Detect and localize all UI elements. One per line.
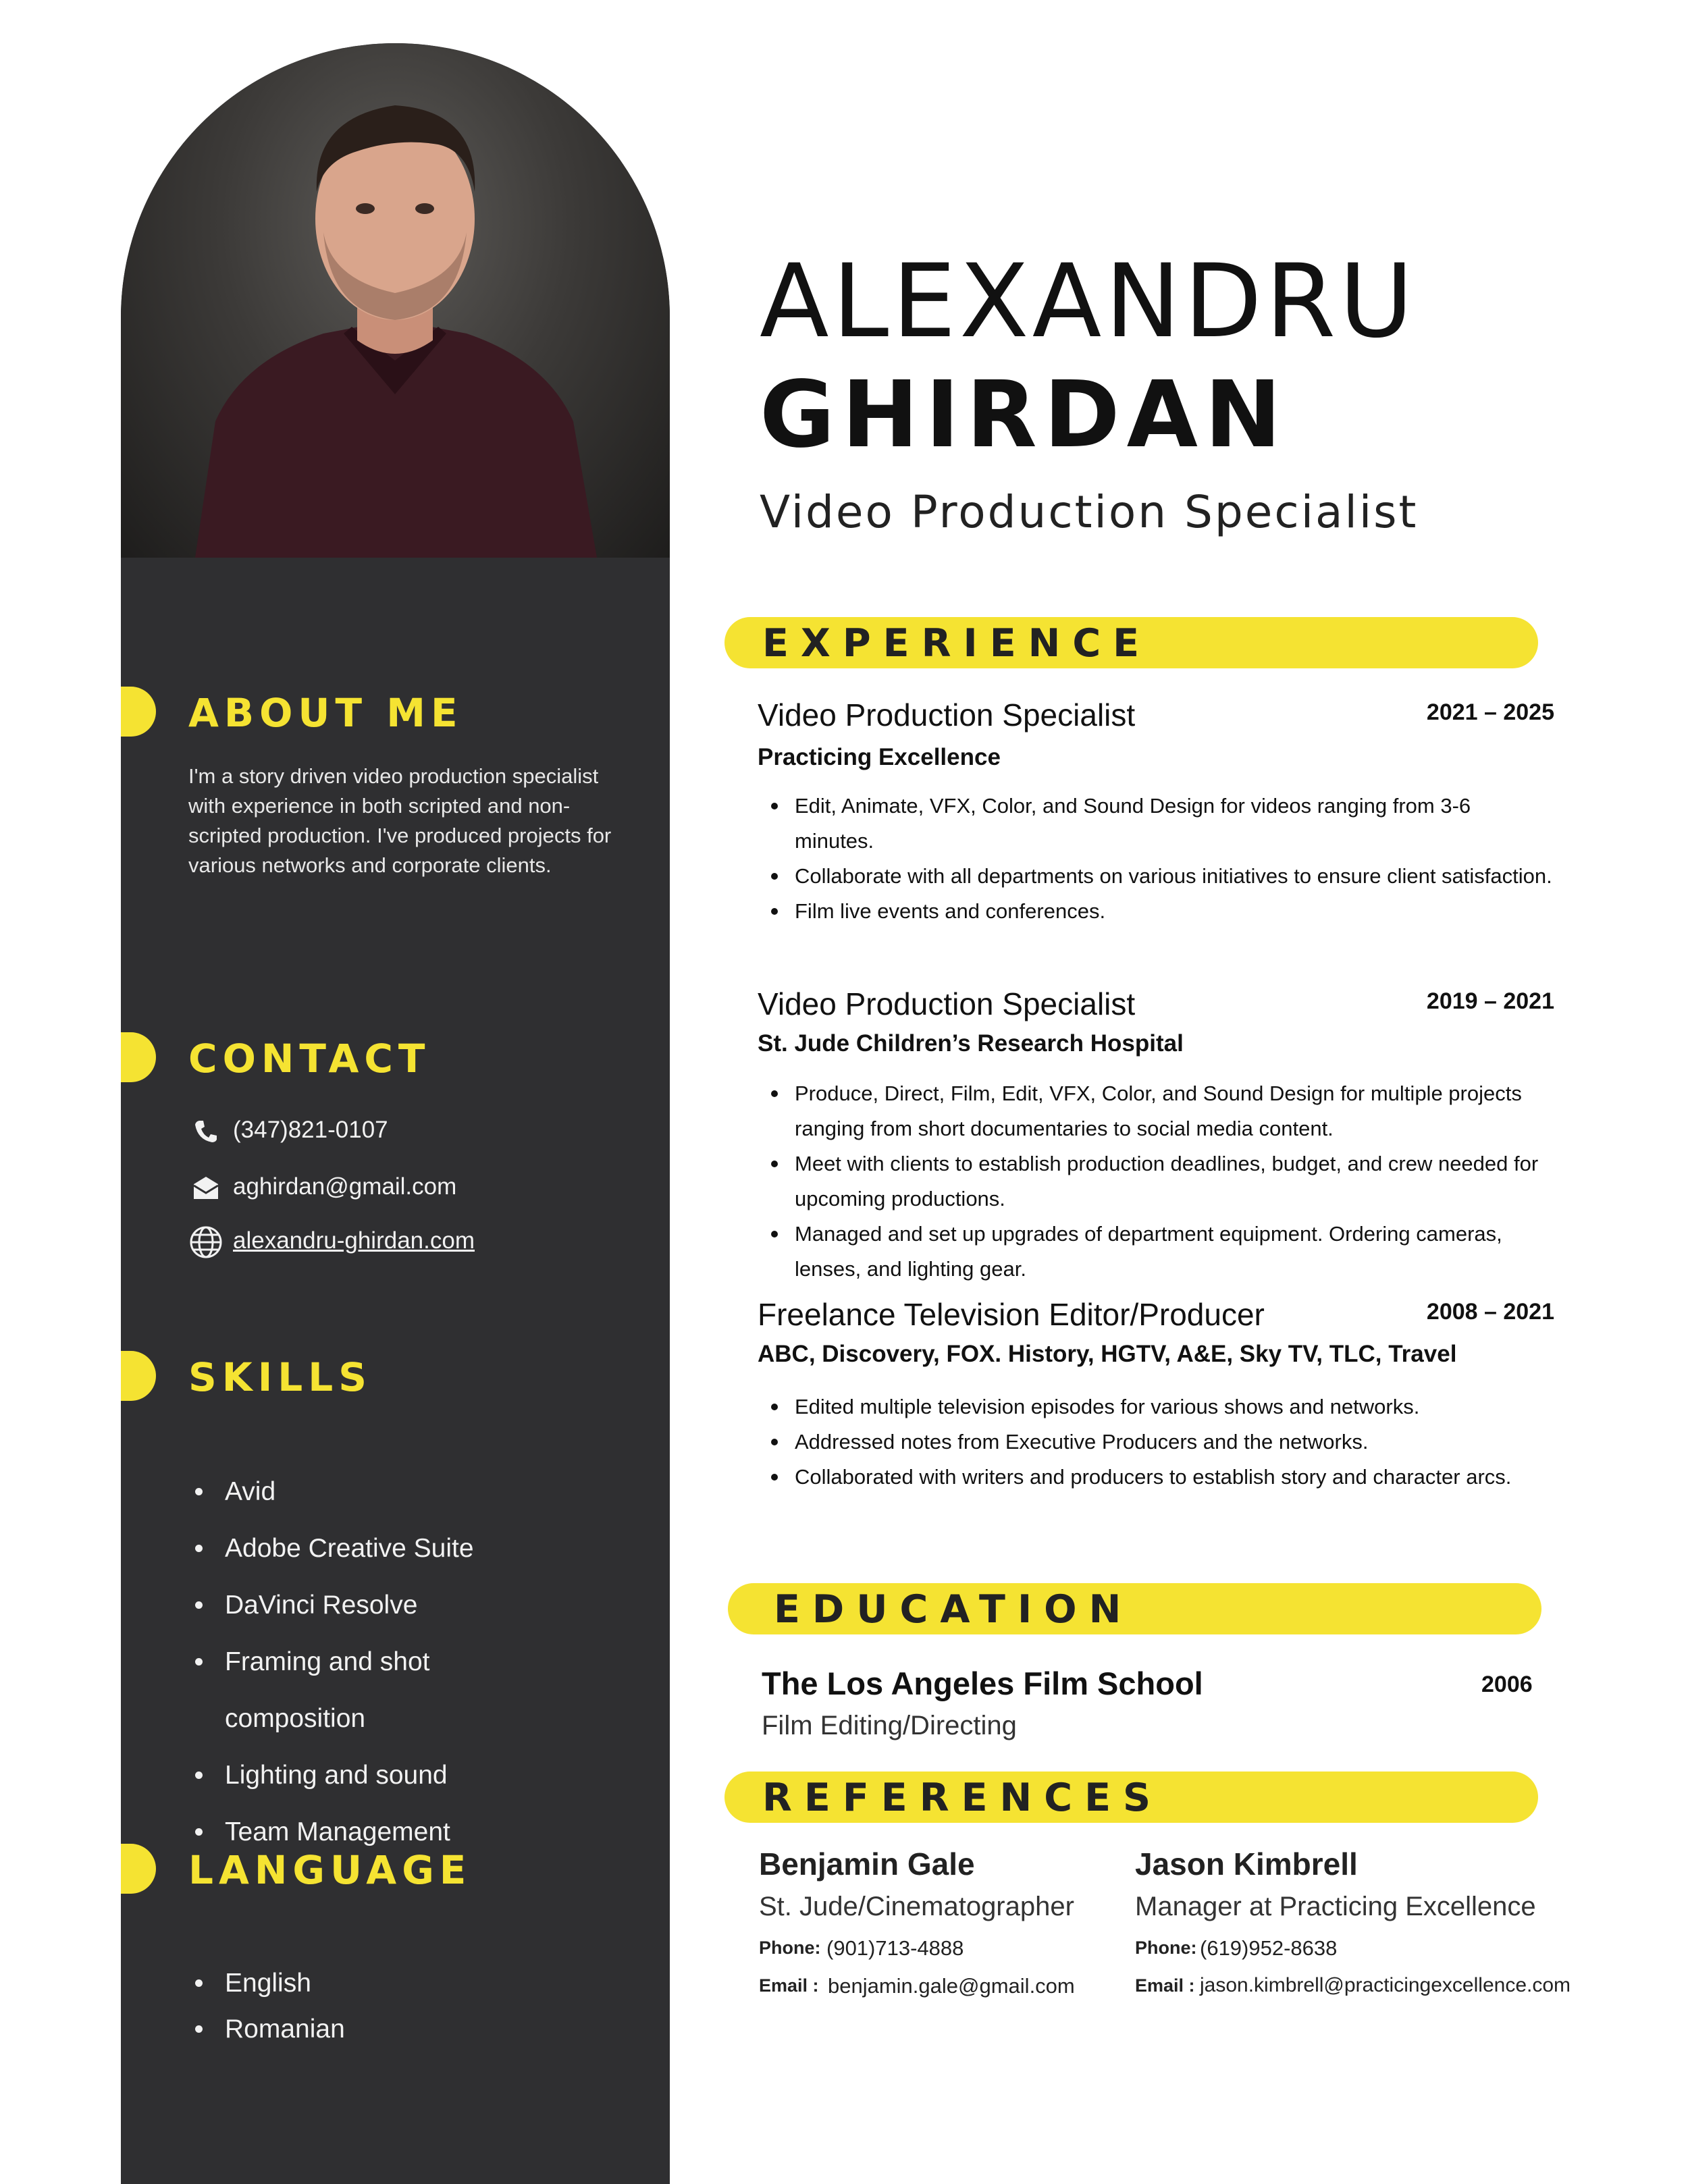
skill-item: DaVinci Resolve bbox=[195, 1588, 474, 1645]
skill-item: Adobe Creative Suite bbox=[195, 1531, 474, 1588]
website-link[interactable]: alexandru-ghirdan.com bbox=[233, 1227, 475, 1254]
skill-item: Team Management bbox=[195, 1815, 474, 1871]
email-label: Email : bbox=[759, 1975, 819, 1996]
reference-email: jason.kimbrell@practicingexcellence.com bbox=[1200, 1974, 1571, 1996]
first-name: ALEXANDRU bbox=[760, 243, 1417, 361]
about-heading-text: ABOUT ME bbox=[188, 690, 463, 736]
job-bullet: Edit, Animate, VFX, Color, and Sound Design for videos ranging from 3-6 minutes. bbox=[758, 789, 1554, 859]
skills-heading-text: SKILLS bbox=[188, 1354, 372, 1400]
phone-label: Phone: bbox=[759, 1938, 821, 1958]
email-label: Email : bbox=[1135, 1975, 1195, 1996]
skill-item-continued: composition bbox=[225, 1704, 366, 1733]
education-heading-text: EDUCATION bbox=[774, 1587, 1134, 1632]
email-text: aghirdan@gmail.com bbox=[233, 1173, 457, 1200]
job-years: 2021 – 2025 bbox=[1426, 699, 1554, 725]
job-role: Video Production Specialist bbox=[758, 986, 1136, 1021]
phone-icon bbox=[188, 1114, 223, 1149]
language-item: English bbox=[195, 1966, 345, 2012]
heading-marker bbox=[121, 1032, 156, 1082]
contact-phone[interactable] bbox=[188, 1113, 648, 1146]
job-bullets bbox=[758, 789, 1554, 929]
job-bullet: Film live events and conferences. bbox=[758, 894, 1554, 929]
references-heading bbox=[724, 1772, 1538, 1823]
job-bullet: Managed and set up upgrades of department equipment. Ordering cameras, lenses, and lighting gear. bbox=[758, 1217, 1554, 1287]
reference-phone: (901)713-4888 bbox=[826, 1936, 964, 1960]
experience-heading bbox=[724, 617, 1538, 668]
job-bullet: Collaborate with all departments on various initiatives to ensure client satisfaction. bbox=[758, 859, 1554, 894]
job-bullet: Produce, Direct, Film, Edit, VFX, Color, and Sound Design for multiple projects ranging from short documentaries to social media content. bbox=[758, 1076, 1554, 1146]
job-entry bbox=[758, 986, 1554, 1283]
person-illustration bbox=[121, 43, 670, 558]
education-field: Film Editing/Directing bbox=[762, 1711, 1017, 1740]
skill-item: Framing and shot bbox=[195, 1645, 474, 1701]
reference-phone: (619)952-8638 bbox=[1200, 1936, 1338, 1960]
job-bullet: Meet with clients to establish production deadlines, budget, and crew needed for upcoming productions. bbox=[758, 1146, 1554, 1217]
job-company: Practicing Excellence bbox=[758, 744, 1001, 770]
reference-name: Benjamin Gale bbox=[759, 1846, 975, 1882]
job-years: 2008 – 2021 bbox=[1426, 1299, 1554, 1325]
reference-name: Jason Kimbrell bbox=[1135, 1846, 1358, 1882]
language-item: Romanian bbox=[195, 2012, 345, 2058]
job-company: St. Jude Children’s Research Hospital bbox=[758, 1030, 1184, 1057]
job-entry bbox=[758, 1296, 1554, 1526]
skill-item: Avid bbox=[195, 1474, 474, 1531]
reference-role: Manager at Practicing Excellence bbox=[1135, 1892, 1536, 1921]
job-bullet: Collaborated with writers and producers to establish story and character arcs. bbox=[758, 1460, 1554, 1495]
job-company: ABC, Discovery, FOX. History, HGTV, A&E, Sky TV, TLC, Travel bbox=[758, 1341, 1457, 1367]
language-list bbox=[195, 1966, 345, 2058]
education-year: 2006 bbox=[1481, 1672, 1533, 1697]
sidebar bbox=[121, 43, 670, 2184]
skill-item: Lighting and sound bbox=[195, 1758, 474, 1815]
job-bullets bbox=[758, 1076, 1554, 1287]
job-role: Freelance Television Editor/Producer bbox=[758, 1297, 1265, 1332]
experience-heading-text: EXPERIENCE bbox=[762, 621, 1152, 666]
skills-heading bbox=[121, 1349, 670, 1403]
references-heading-text: REFERENCES bbox=[762, 1776, 1163, 1820]
globe-icon bbox=[188, 1225, 223, 1260]
heading-marker bbox=[121, 687, 156, 737]
profile-photo bbox=[121, 43, 670, 558]
contact-email[interactable] bbox=[188, 1169, 648, 1203]
contact-heading-text: CONTACT bbox=[188, 1036, 431, 1082]
job-bullet: Addressed notes from Executive Producers and the networks. bbox=[758, 1424, 1554, 1460]
reference-email: benjamin.gale@gmail.com bbox=[828, 1974, 1075, 1998]
language-heading bbox=[121, 1842, 670, 1896]
reference-card bbox=[1135, 1846, 1675, 2008]
education-school: The Los Angeles Film School bbox=[762, 1666, 1203, 1701]
education-heading bbox=[728, 1583, 1541, 1634]
heading-marker bbox=[121, 1844, 156, 1894]
contact-heading bbox=[121, 1030, 670, 1084]
job-role: Video Production Specialist bbox=[758, 697, 1136, 733]
heading-marker bbox=[121, 1351, 156, 1401]
job-bullet: Edited multiple television episodes for various shows and networks. bbox=[758, 1389, 1554, 1424]
skills-list bbox=[195, 1474, 474, 1871]
last-name: GHIRDAN bbox=[760, 362, 1288, 469]
job-years: 2019 – 2021 bbox=[1426, 988, 1554, 1014]
job-title: Video Production Specialist bbox=[760, 486, 1419, 538]
phone-label: Phone: bbox=[1135, 1938, 1197, 1958]
envelope-icon bbox=[188, 1171, 223, 1206]
phone-text: (347)821-0107 bbox=[233, 1117, 388, 1143]
reference-role: St. Jude/Cinematographer bbox=[759, 1892, 1074, 1921]
job-bullets bbox=[758, 1389, 1554, 1495]
about-heading bbox=[121, 685, 670, 739]
about-text: I'm a story driven video production specialist with experience in both scripted and non-scripted production. I've produced projects for various networks and corporate clients. bbox=[188, 764, 612, 877]
contact-website[interactable] bbox=[188, 1223, 648, 1257]
language-heading-text: LANGUAGE bbox=[188, 1847, 472, 1893]
job-entry bbox=[758, 697, 1554, 967]
